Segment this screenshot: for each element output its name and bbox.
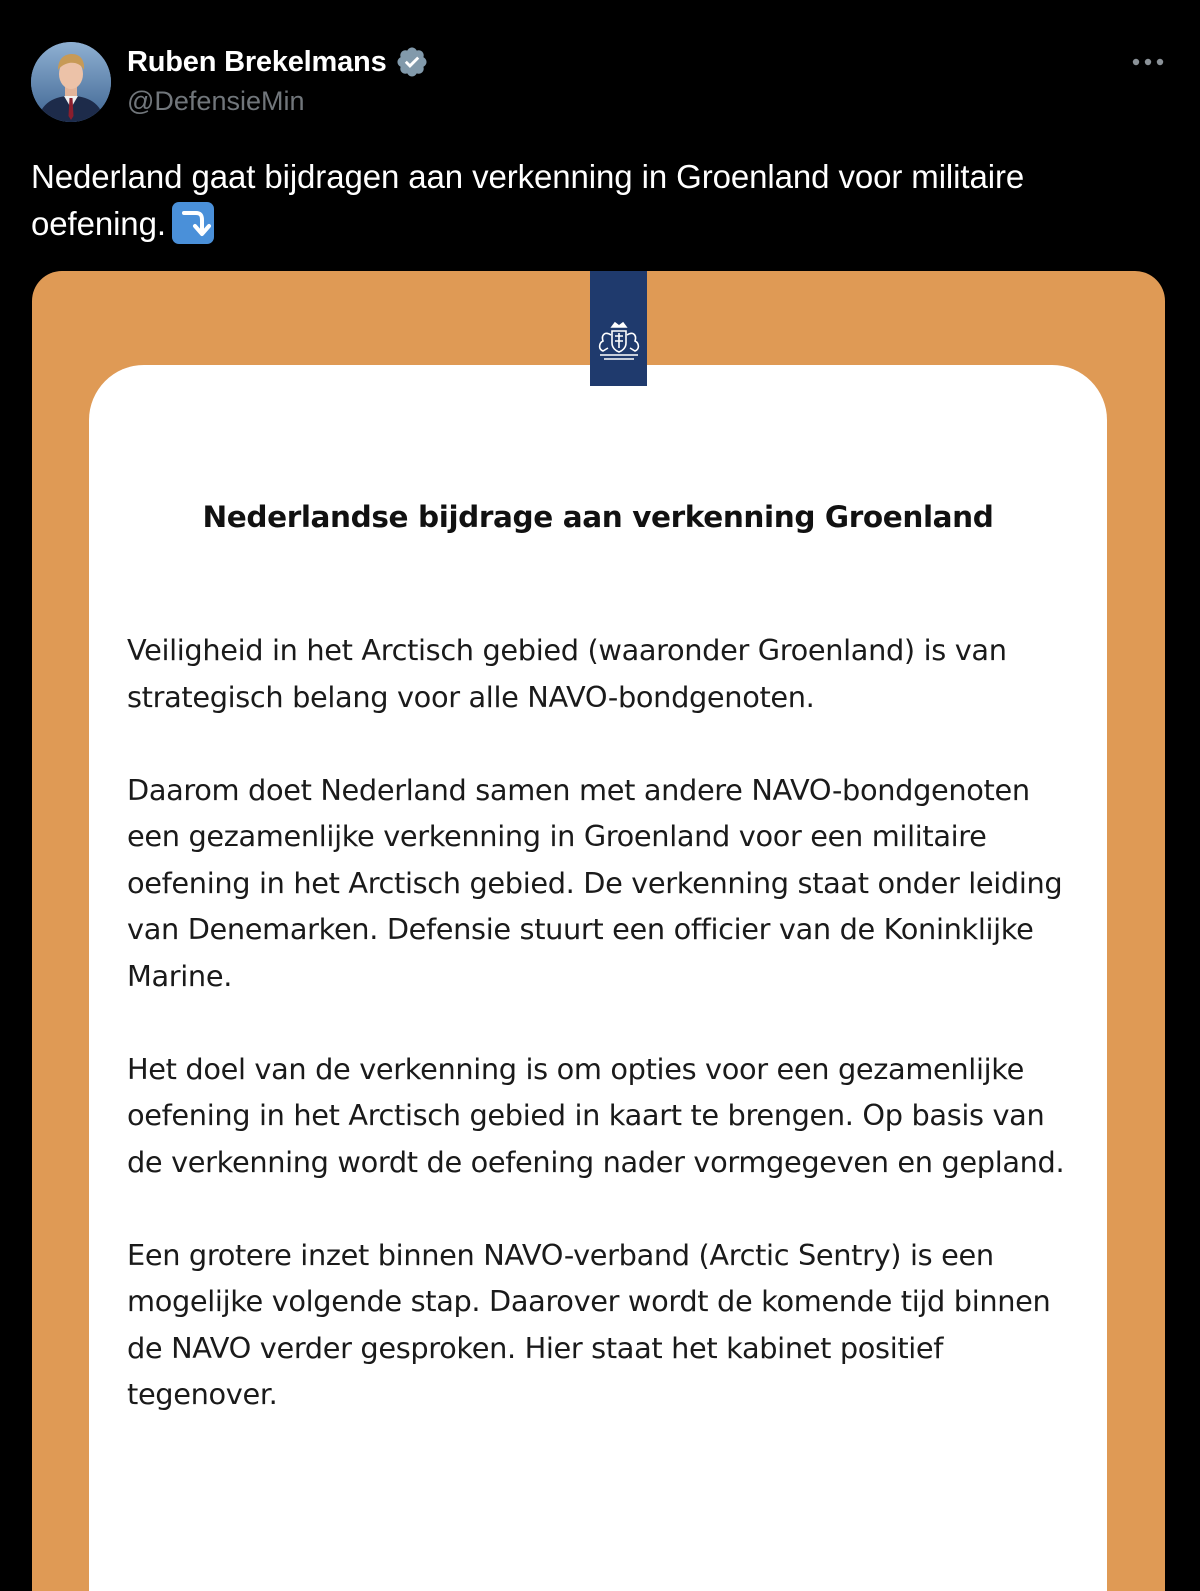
document-card (89, 365, 1107, 1591)
document-paragraph: Het doel van de verkenning is om opties voor een gezamenlijke oefening in het Arctisch gebied in kaart te brengen. Op basis van de verkenning wordt de oefening nader vormgegeven en gepland. (127, 1051, 1065, 1179)
document-paragraph: Daarom doet Nederland samen met andere NAVO-bondgenoten een gezamenlijke verkenning in Groenland voor een militaire oefening in het Arctisch gebied. De verkenning staat onder leiding van Denemarken. Defensie stuurt een officier van de Koninklijke Marine. (127, 772, 1063, 993)
verified-badge-icon (395, 45, 429, 79)
rijksoverheid-coat-of-arms-icon (594, 321, 644, 363)
tweet-text (31, 153, 1161, 247)
tweet-text-content: Nederland gaat bijdragen aan verkenning in Groenland voor militaire oefening. (31, 158, 1025, 242)
tweet-media-image[interactable] (32, 271, 1165, 1591)
more-options-button[interactable] (1126, 44, 1170, 80)
document-paragraph: Een grotere inzet binnen NAVO-verband (Arctic Sentry) is een mogelijke volgende stap. Daarover wordt de komende tijd binnen de NAVO verder gesproken. Hier staat het kabinet positief tegenover. (127, 1237, 1051, 1411)
document-body (127, 627, 1087, 1464)
profile-photo (31, 42, 111, 122)
avatar[interactable] (31, 42, 111, 122)
document-paragraph: Veiligheid in het Arctisch gebied (waaronder Groenland) is van strategisch belang voor alle NAVO-bondgenoten. (127, 633, 1007, 714)
more-options-icon (1131, 57, 1165, 67)
right-arrow-curving-down-icon (172, 202, 214, 244)
rijksoverheid-banner (590, 271, 647, 386)
document-title: Nederlandse bijdrage aan verkenning Groenland (202, 500, 994, 534)
author-handle[interactable]: @DefensieMin (127, 86, 305, 116)
author-name-row[interactable] (127, 44, 429, 80)
author-display-name[interactable]: Ruben Brekelmans (127, 45, 387, 78)
